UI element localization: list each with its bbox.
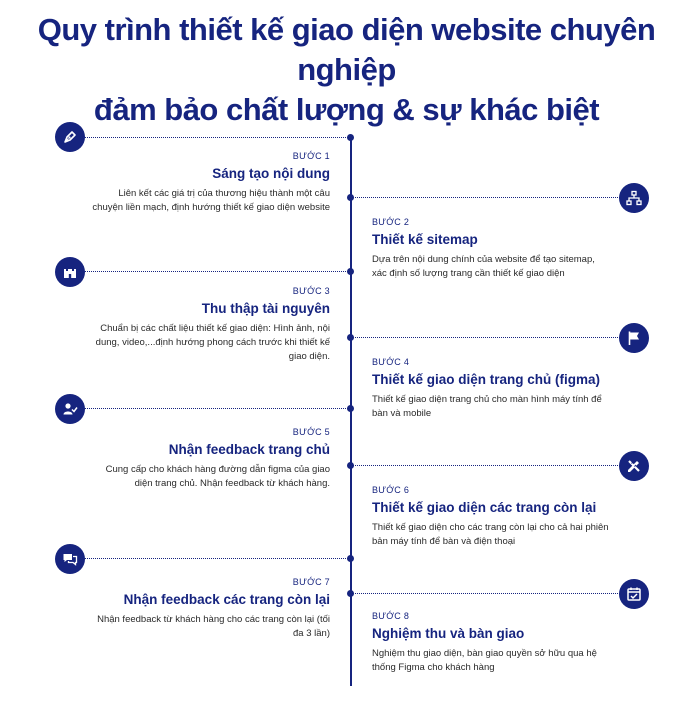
step-3: [90, 285, 330, 364]
step-4-number: BƯỚC 4: [372, 357, 410, 367]
title-line-2: đảm bảo chất lượng & sự khác biệt: [93, 92, 600, 127]
step-1-description: Liên kết các giá trị của thương hiệu thành một câu chuyện liền mạch, định hướng thiết kế giao diện website: [92, 188, 330, 213]
step-6: [372, 484, 612, 549]
step-7-title: Nhận feedback các trang còn lại: [123, 592, 330, 607]
connector-dot-5: [347, 405, 354, 412]
castle-icon: [55, 257, 85, 287]
step-3-description: Chuẩn bị các chất liệu thiết kế giao diện: Hình ảnh, nội dung, video,...định hướng phong cách trước khi thiết kế giao diện.: [95, 323, 330, 362]
step-5-description: Cung cấp cho khách hàng đường dẫn figma của giao diện trang chủ. Nhận feedback từ khách hàng.: [105, 464, 330, 489]
step-6-title: Thiết kế giao diện các trang còn lại: [372, 500, 597, 515]
step-8-title: Nghiệm thu và bàn giao: [372, 626, 525, 641]
title-line-1: Quy trình thiết kế giao diện website chuyên nghiệp: [37, 12, 656, 87]
connector-line-2: [352, 197, 634, 198]
connector-line-5: [70, 408, 352, 409]
step-1-number: BƯỚC 1: [292, 151, 330, 161]
connector-dot-6: [347, 462, 354, 469]
step-2-title: Thiết kế sitemap: [372, 232, 478, 247]
step-5-number: BƯỚC 5: [292, 427, 330, 437]
step-3-title: Thu thập tài nguyên: [201, 301, 330, 316]
flag-icon: [619, 323, 649, 353]
step-6-number: BƯỚC 6: [372, 485, 410, 495]
connector-dot-8: [347, 590, 354, 597]
calendar-check-icon: [619, 579, 649, 609]
connector-line-3: [70, 271, 352, 272]
chat-bubbles-icon: [55, 544, 85, 574]
step-3-number: BƯỚC 3: [292, 286, 330, 296]
connector-line-8: [352, 593, 634, 594]
step-7: [90, 576, 330, 641]
pencil-ruler-icon: [619, 451, 649, 481]
sitemap-icon: [619, 183, 649, 213]
step-2-number: BƯỚC 2: [372, 217, 410, 227]
connector-dot-7: [347, 555, 354, 562]
step-1-title: Sáng tạo nội dung: [212, 166, 330, 181]
connector-line-1: [70, 137, 352, 138]
connector-dot-1: [347, 134, 354, 141]
step-8-number: BƯỚC 8: [372, 611, 410, 621]
timeline-axis: [350, 138, 352, 686]
connector-line-6: [352, 465, 634, 466]
connector-dot-3: [347, 268, 354, 275]
step-7-number: BƯỚC 7: [292, 577, 330, 587]
step-2-description: Dựa trên nội dung chính của website để tạo sitemap, xác định số lượng trang cần thiết kế giao diện: [372, 254, 595, 279]
step-2: [372, 216, 612, 281]
step-7-description: Nhận feedback từ khách hàng cho các trang còn lại (tối đa 3 lần): [97, 614, 330, 639]
connector-line-4: [352, 337, 634, 338]
step-1: [90, 150, 330, 215]
step-8: [372, 610, 612, 675]
step-8-description: Nghiệm thu giao diện, bàn giao quyền sở hữu qua hệ thống Figma cho khách hàng: [372, 648, 597, 673]
connector-dot-4: [347, 334, 354, 341]
step-4: [372, 356, 612, 421]
step-5: [90, 426, 330, 491]
connector-dot-2: [347, 194, 354, 201]
step-5-title: Nhận feedback trang chủ: [168, 442, 330, 457]
step-4-description: Thiết kế giao diện trang chủ cho màn hình máy tính để bàn và mobile: [372, 394, 602, 419]
user-check-icon: [55, 394, 85, 424]
step-4-title: Thiết kế giao diện trang chủ (figma): [372, 372, 601, 387]
page-title: [0, 10, 693, 130]
connector-line-7: [70, 558, 352, 559]
step-6-description: Thiết kế giao diện cho các trang còn lại cho cả hai phiên bản máy tính để bàn và điện thoại: [372, 522, 609, 547]
pen-nib-icon: [55, 122, 85, 152]
